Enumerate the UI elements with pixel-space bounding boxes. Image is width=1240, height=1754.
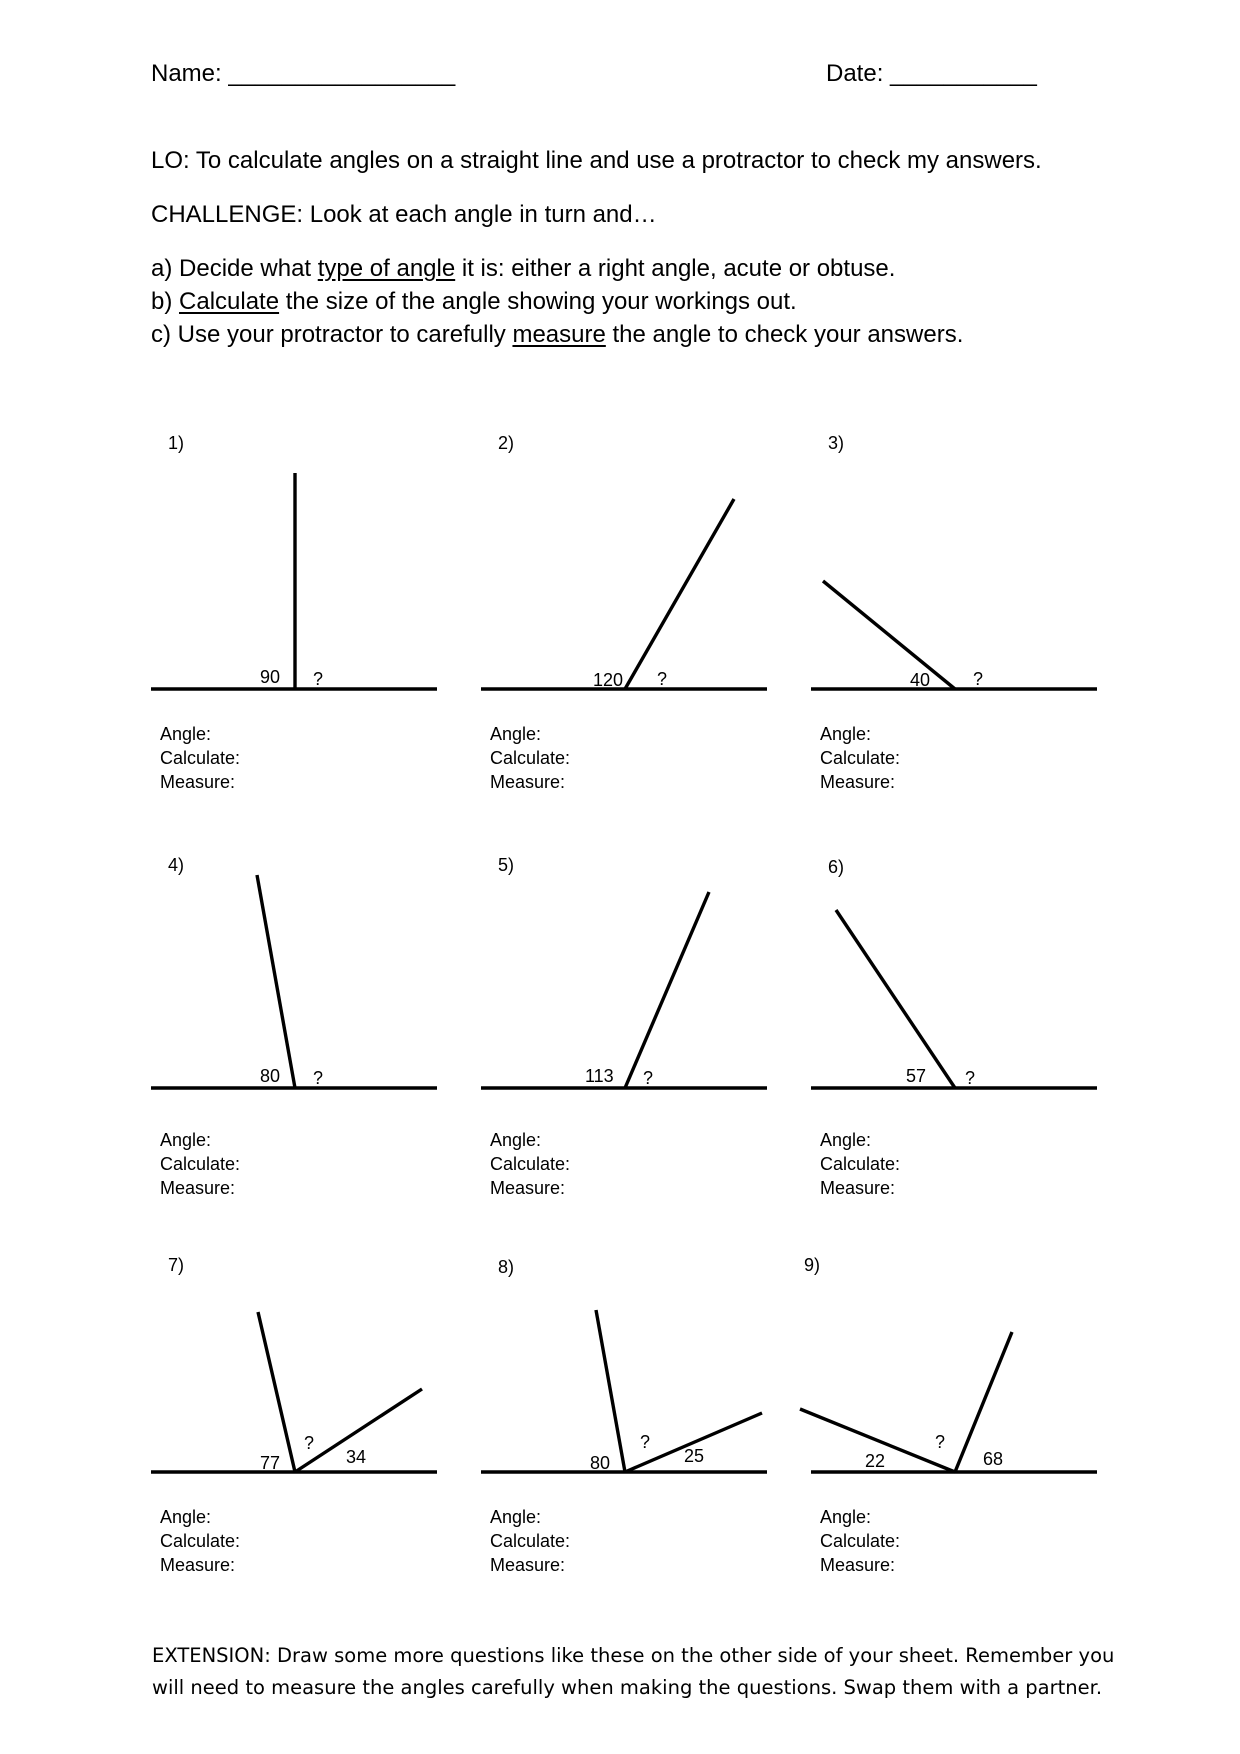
given-angle-label: 68: [983, 1449, 1004, 1469]
answer-measure-label: Measure:: [160, 772, 236, 792]
given-angle-label: 80: [590, 1453, 611, 1473]
question-1: [151, 433, 437, 792]
instruction-b-pre: b): [151, 288, 180, 315]
unknown-angle-label: ?: [973, 669, 984, 689]
answer-measure-label: Measure:: [820, 1555, 896, 1575]
unknown-angle-label: ?: [313, 669, 324, 689]
question-4: [151, 855, 437, 1198]
instruction-a-post: it is: either a right angle, acute or obtuse.: [455, 255, 896, 282]
extension-line-1: EXTENSION: Draw some more questions like these on the other side of your sheet. Remember you: [152, 1644, 1115, 1667]
unknown-angle-label: ?: [313, 1068, 324, 1088]
question-2: [481, 433, 767, 792]
angle-arm: [625, 499, 734, 689]
answer-angle-label: Angle:: [160, 1130, 212, 1150]
answer-angle-label: Angle:: [160, 724, 212, 744]
answer-angle-label: Angle:: [820, 1130, 872, 1150]
question-number: 4): [168, 855, 185, 875]
given-angle-label: 80: [260, 1066, 281, 1086]
answer-angle-label: Angle:: [820, 724, 872, 744]
given-angle-label: 113: [585, 1066, 614, 1086]
question-8: [481, 1257, 767, 1575]
given-angle-label: 40: [910, 670, 931, 690]
answer-calculate-label: Calculate:: [160, 1154, 241, 1174]
unknown-angle-label: ?: [643, 1068, 654, 1088]
answer-calculate-label: Calculate:: [490, 1154, 571, 1174]
answer-calculate-label: Calculate:: [490, 748, 571, 768]
answer-angle-label: Angle:: [820, 1507, 872, 1527]
answer-measure-label: Measure:: [490, 1555, 566, 1575]
answer-calculate-label: Calculate:: [160, 748, 241, 768]
given-angle-label: 90: [260, 667, 281, 687]
given-angle-label: 22: [865, 1451, 886, 1471]
question-number: 6): [828, 857, 845, 877]
question-3: [811, 433, 1097, 792]
instruction-b-emphasis: Calculate: [179, 288, 280, 315]
instruction-c-post: the angle to check your answers.: [605, 321, 964, 348]
answer-measure-label: Measure:: [160, 1178, 236, 1198]
given-angle-label: 77: [260, 1453, 281, 1473]
answer-calculate-label: Calculate:: [820, 748, 901, 768]
question-7: [151, 1255, 437, 1575]
given-angle-label: 34: [346, 1447, 367, 1467]
given-angle-label: 120: [593, 670, 624, 690]
unknown-angle-label: ?: [965, 1068, 976, 1088]
learning-objective: LO: To calculate angles on a straight line and use a protractor to check my answers.: [151, 147, 1042, 174]
unknown-angle-label: ?: [304, 1433, 315, 1453]
answer-angle-label: Angle:: [490, 1130, 542, 1150]
given-angle-label: 57: [906, 1066, 927, 1086]
question-number: 1): [168, 433, 185, 453]
instruction-a-pre: a) Decide what: [151, 255, 318, 282]
angle-arm: [823, 581, 955, 689]
unknown-angle-label: ?: [657, 669, 668, 689]
answer-angle-label: Angle:: [160, 1507, 212, 1527]
answer-calculate-label: Calculate:: [490, 1531, 571, 1551]
answer-calculate-label: Calculate:: [820, 1154, 901, 1174]
answer-measure-label: Measure:: [820, 1178, 896, 1198]
extension-line-2: will need to measure the angles carefully when making the questions. Swap them with a partner.: [152, 1676, 1103, 1699]
question-number: 5): [498, 855, 515, 875]
given-angle-label: 25: [684, 1446, 705, 1466]
date-field-label: Date: ___________: [826, 60, 1037, 87]
question-5: [481, 855, 767, 1198]
answer-measure-label: Measure:: [820, 772, 896, 792]
question-9: [800, 1255, 1097, 1575]
answer-angle-label: Angle:: [490, 1507, 542, 1527]
question-number: 3): [828, 433, 845, 453]
answer-angle-label: Angle:: [490, 724, 542, 744]
angle-arm: [596, 1310, 625, 1472]
instruction-b-post: the size of the angle showing your workings out.: [279, 288, 797, 315]
answer-calculate-label: Calculate:: [160, 1531, 241, 1551]
question-6: [811, 857, 1097, 1198]
instruction-c-pre: c) Use your protractor to carefully: [151, 321, 513, 348]
name-field-label: Name: _________________: [151, 60, 456, 87]
question-number: 7): [168, 1255, 185, 1275]
unknown-angle-label: ?: [640, 1432, 651, 1452]
angle-arm: [257, 875, 295, 1088]
answer-calculate-label: Calculate:: [820, 1531, 901, 1551]
instruction-a-emphasis: type of angle: [317, 255, 456, 282]
question-number: 8): [498, 1257, 515, 1277]
instruction-c-emphasis: measure: [512, 321, 606, 348]
unknown-angle-label: ?: [935, 1432, 946, 1452]
angle-arm: [625, 892, 709, 1088]
challenge-heading: CHALLENGE: Look at each angle in turn and…: [151, 201, 657, 228]
angle-arm: [258, 1312, 295, 1472]
angle-arm: [836, 910, 955, 1088]
question-number: 9): [804, 1255, 821, 1275]
question-number: 2): [498, 433, 515, 453]
answer-measure-label: Measure:: [490, 1178, 566, 1198]
answer-measure-label: Measure:: [160, 1555, 236, 1575]
answer-measure-label: Measure:: [490, 772, 566, 792]
